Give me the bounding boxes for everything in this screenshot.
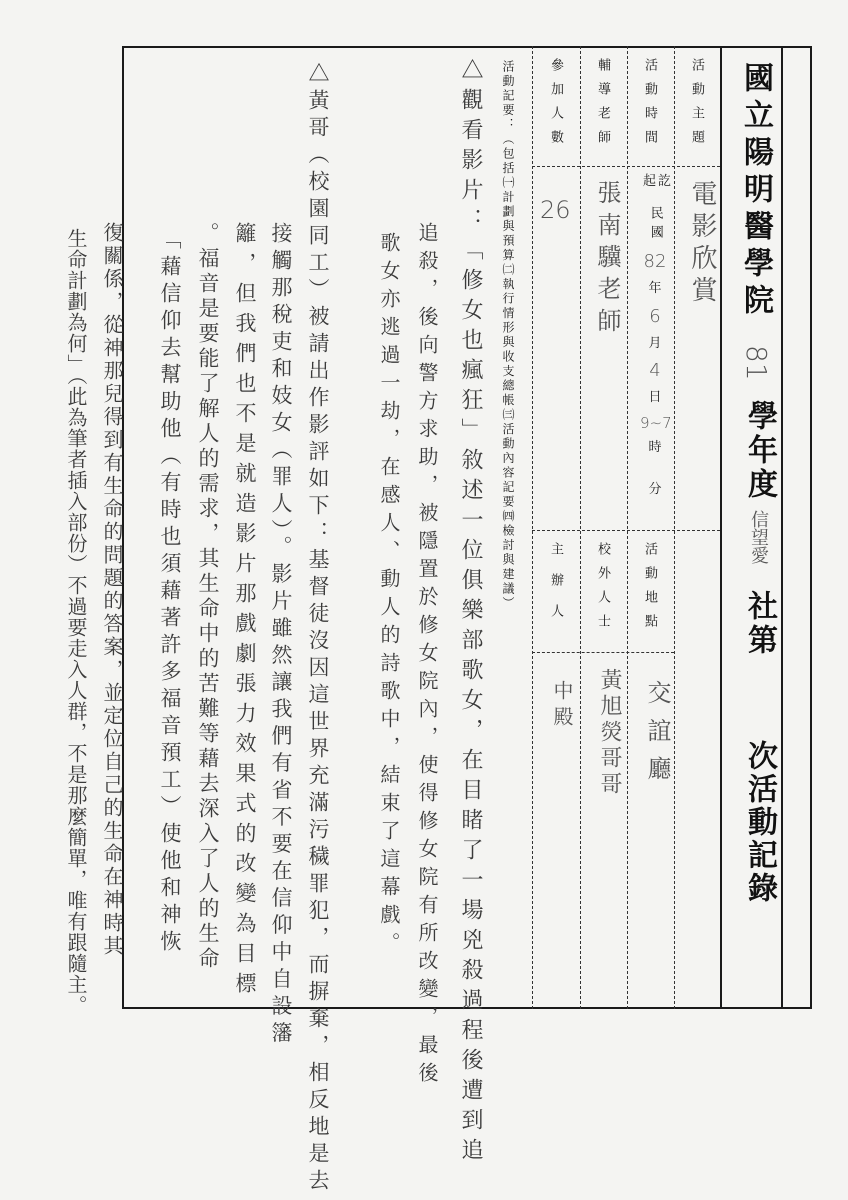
club-name: 信望愛 [748,510,769,564]
year-unit: 年 [648,281,662,296]
body-line: 歌女亦逃過一劫，在感人、動人的詩歌中，結束了這幕戲。 [377,232,401,960]
advisor-label: 輔導老師 [595,58,610,154]
body-line: 生命計劃為何」（此為筆者插入部份）不過要走入人群，不是那麼簡單，唯有跟隨主。 [64,228,88,1016]
day-unit: 日 [648,390,662,405]
location-label: 活動地點 [642,542,657,638]
institution-name: 國立陽明醫學院 [738,62,773,321]
body-line: 復關係，從神那兒得到有生命的問題的答案，並定位自己的生命在神時其 [100,222,124,958]
advisor-value: 張南驥老師 [593,180,621,340]
time-day: 4 [649,360,661,381]
year-label: 學年度 [742,400,777,502]
body-line: △黃哥（校園同工）被請出作影評如下：基督徒沒因這世界充滿污穢罪犯，而摒棄，相反地是去 [306,62,330,1196]
location-value: 交誼廳 [643,680,671,794]
notes-instruction: 活動記要：（包括㈠計劃與預算㈡執行情形與收支總帳㈢活動內容記要㈣檢討與建議） [501,60,515,611]
time-hours: 9~7 [640,413,672,432]
month-unit: 月 [648,335,662,351]
time-month: 6 [649,305,661,327]
host-value: 中殿 [550,680,574,732]
host-label: 主辦人 [548,542,563,635]
hour-unit: 時 [648,440,662,455]
participants-value: 26 [540,196,571,224]
club-suffix: 社第 [742,590,777,658]
time-era: 民國 [647,206,663,244]
col-line [674,46,675,1009]
body-line: △觀看影片：「修女也瘋狂」敘述一位俱樂部歌女，在目睹了一場兇殺過程後遭到追 [458,58,483,1168]
time-value [640,206,670,499]
frame-top [122,46,812,48]
academic-year: 81 [740,345,773,381]
body-line: 追殺，後向警方求助，被隱置於修女院內，使得修女院有所改變，最後 [415,222,439,1090]
col-line [532,46,533,1009]
record-label: 次活動記錄 [742,740,777,905]
topic-label: 活動主題 [689,58,704,154]
time-prefix: 起訖 [643,174,674,189]
outside-value: 黃旭熒哥哥 [597,668,622,798]
topic-value: 電影欣賞 [687,180,717,308]
col-line [580,46,581,1009]
time-label: 活動時間 [642,58,657,154]
body-line: 。福音是要能了解人的需求，其生命中的苦難等藉去深入了人的生命 [196,222,220,972]
body-line: 「藉信仰去幫助他（有時也須藉著許多福音預工）使他和神恢 [158,228,182,957]
participants-label: 參加人數 [548,58,563,154]
body-line: 接觸那稅吏和妓女（罪人）。影片雖然讓我們有省不要在信仰中自設籓 [269,222,293,1049]
title-divider-2 [781,46,783,1009]
body-line: 籬，但我們也不是就造影片那戲劇張力效果式的改變為目標 [233,222,257,1002]
outside-label: 校外人士 [595,542,610,638]
row-line [532,530,720,531]
time-year: 82 [643,251,667,272]
minute-unit: 分 [648,481,662,497]
row-line [532,652,674,653]
frame-right [810,46,812,1009]
col-line [627,46,628,1009]
row-line [532,166,720,167]
